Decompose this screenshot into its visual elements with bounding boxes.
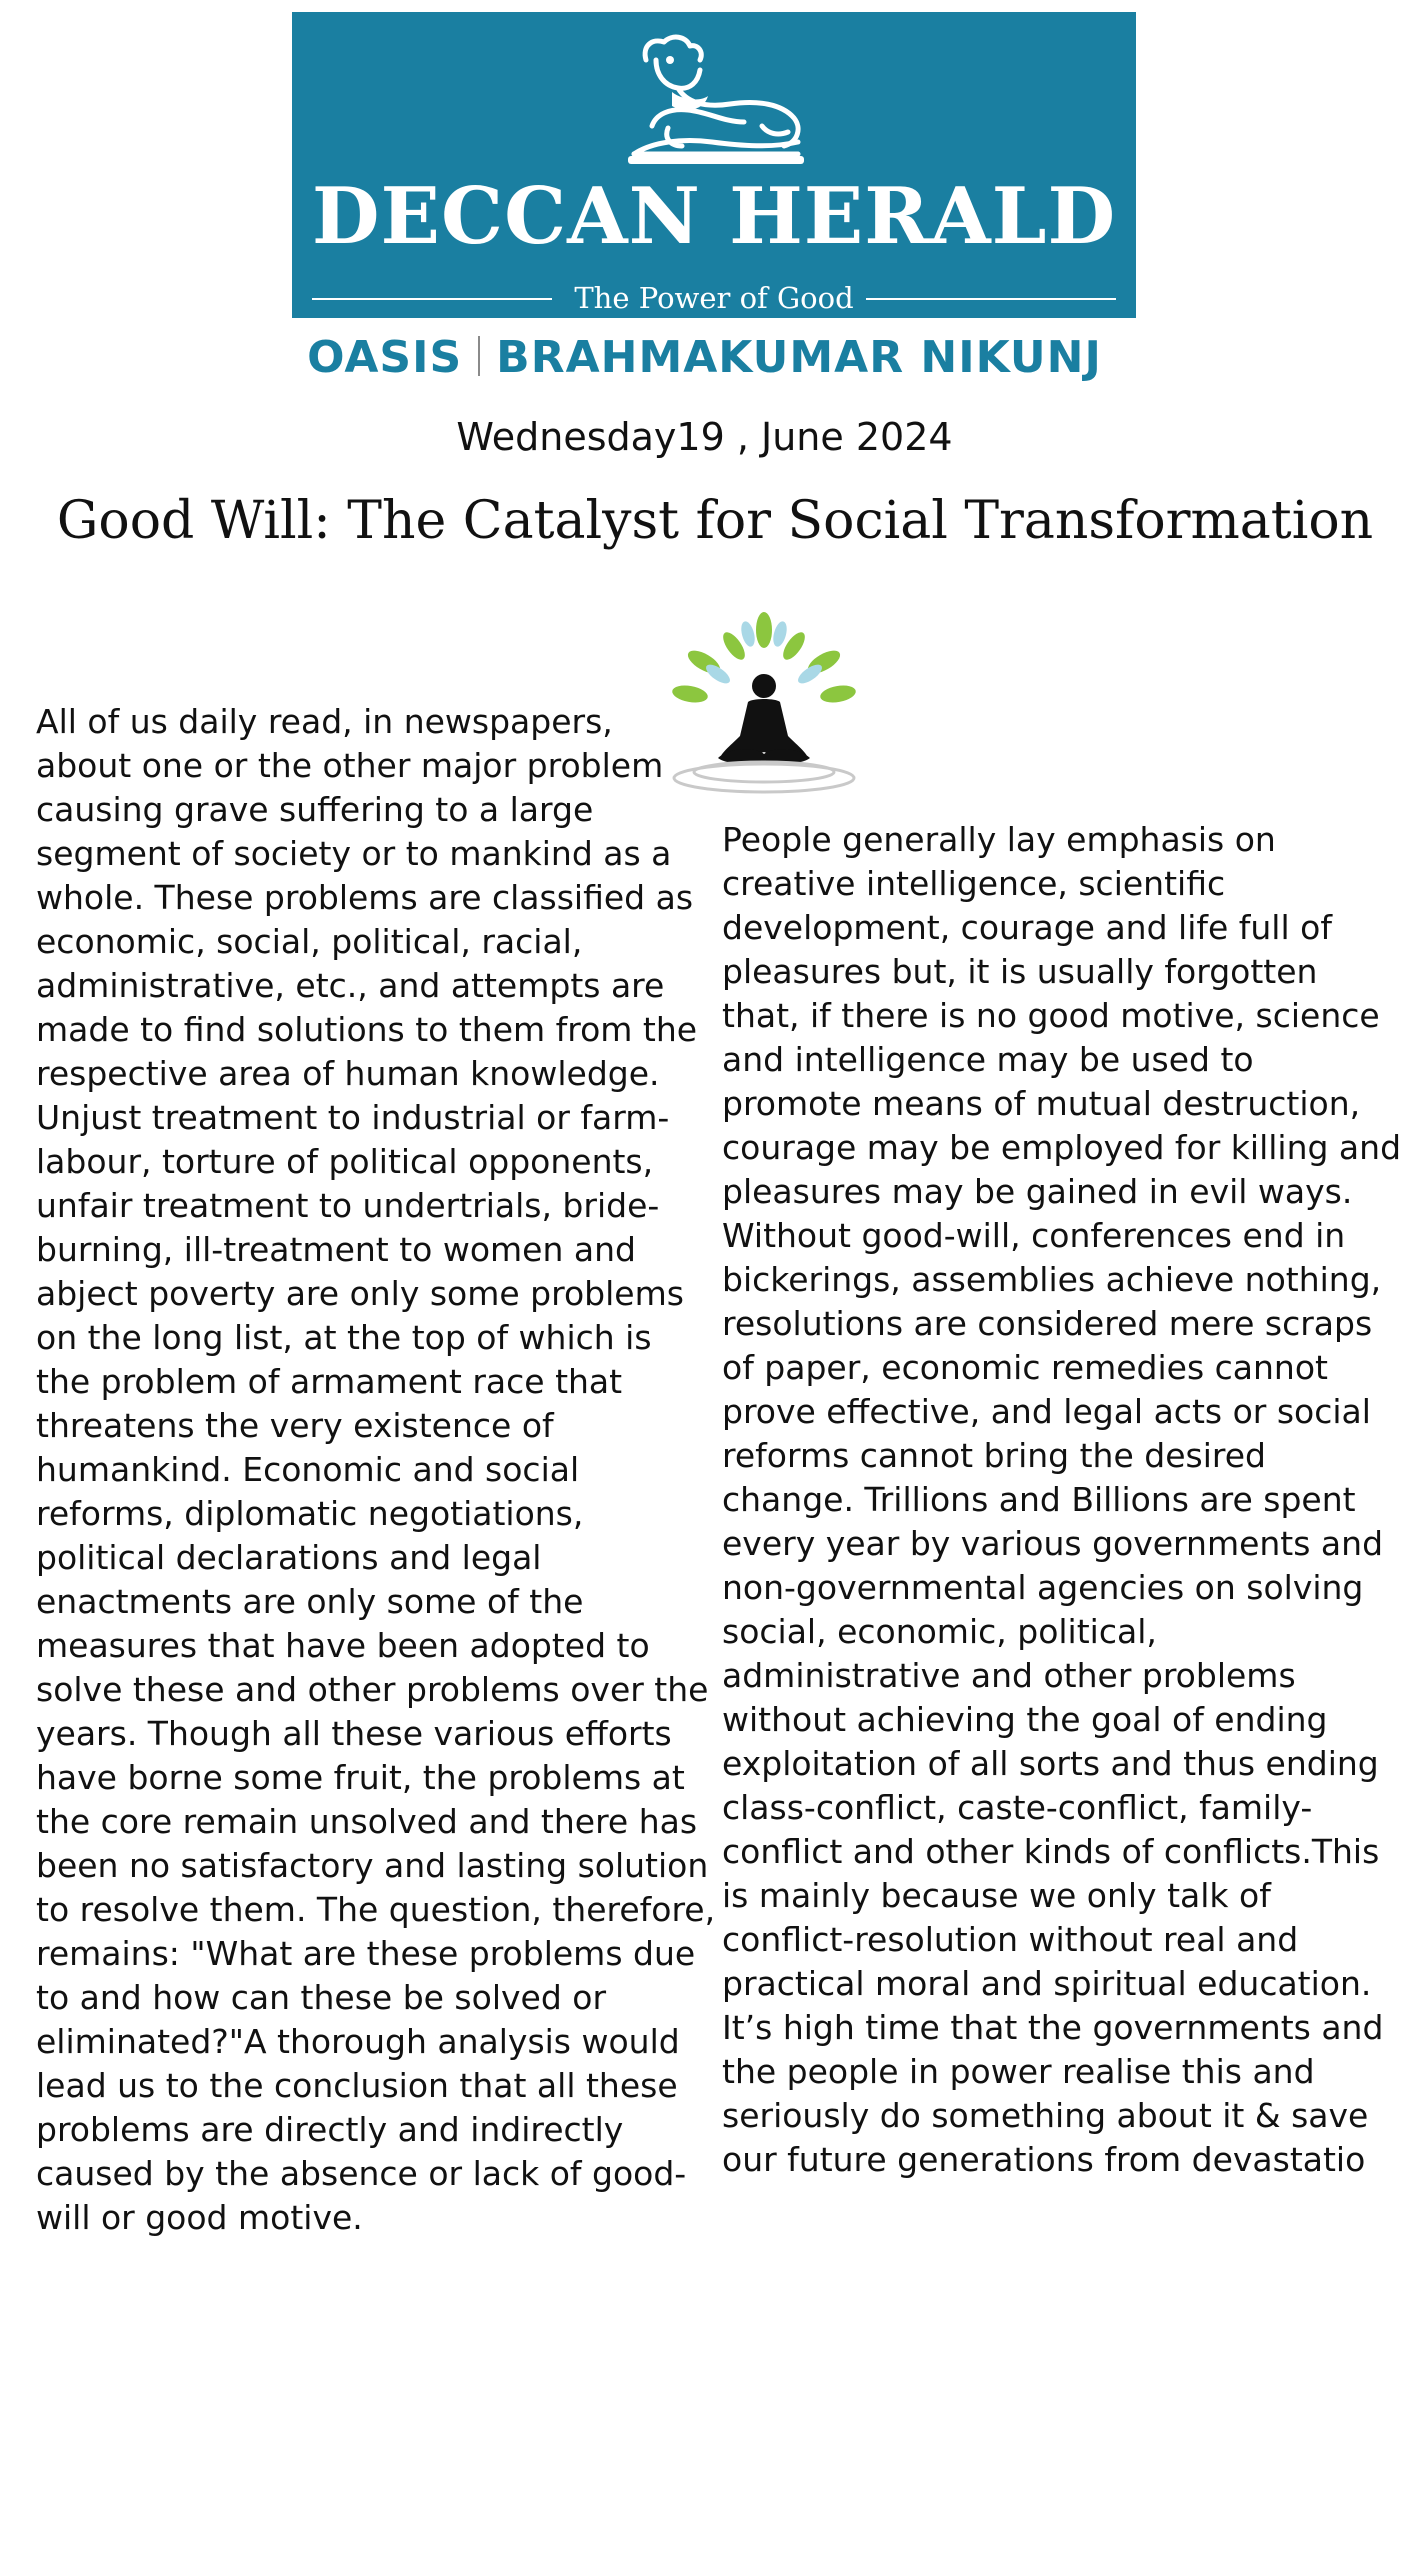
masthead-title: DECCAN HERALD [311,171,1117,262]
masthead-tagline: The Power of Good [574,281,854,315]
section-divider [478,336,480,376]
column-name: BRAHMAKUMAR NIKUNJ [496,332,1102,383]
nandi-bull-logo [612,30,816,170]
article-column-right: People generally lay emphasis on creative intelligence, scientific development, courage and life full of pleasures but, it is usually forgotten that, if there is no good motive, science and intelligence may be used to promote means of mutual destruction, courage may be employed for killing and pleasures may be gained in evil ways. Without good-will, conferences end in bickerings, assemblies achieve nothing, resolutions are considered mere scraps of paper, economic remedies cannot prove effective, and legal acts or social reforms cannot bring the desired change. Trillions and Billions are spent every year by various governments and non-governmental agencies on solving social, economic, political, administrative and other problems without achieving the goal of ending exploitation of all sorts and thus ending class-conflict, caste-conflict, family-conflict and other kinds of conflicts.This is mainly because we only talk of conflict-resolution without real and practical moral and spiritual education. It’s high time that the governments and the people in power realise this and seriously do something about it & save our future generations from devastatio [722,820,1402,2179]
section-header [0,330,1409,386]
publication-date: Wednesday19 , June 2024 [456,415,953,459]
article-column-left: All of us daily read, in newspapers, about one or the other major problem causing grave suffering to a large segment of society or to mankind as a whole. These problems are classified as economic, social, political, racial, administrative, etc., and attempts are made to find solutions to them from the respective area of human knowledge. Unjust treatment to industrial or farm-labour, torture of political opponents, unfair treatment to undertrials, bride-burning, ill-treatment to women and abject poverty are only some problems on the long list, at the top of which is the problem of armament race that threatens the very existence of humankind. Economic and social reforms, diplomatic negotiations, political declarations and legal enactments are only some of the measures that have been adopted to solve these and other problems over the years. Though all these various efforts have borne some fruit, the problems at the core remain unsolved and there has been no satisfactory and lasting solution to resolve them. The question, therefore, remains: "What are these problems due to and how can these be solved or eliminated?"A thorough analysis would lead us to the conclusion that all these problems are directly and indirectly caused by the absence or lack of good-will or good motive. [36,702,716,2237]
article-headline: Good Will: The Catalyst for Social Transformation [56,491,1374,551]
tagline-rule-right [866,298,1116,300]
section-name: OASIS [307,332,463,383]
masthead [292,12,1136,318]
masthead-tagline-row [312,280,1116,316]
